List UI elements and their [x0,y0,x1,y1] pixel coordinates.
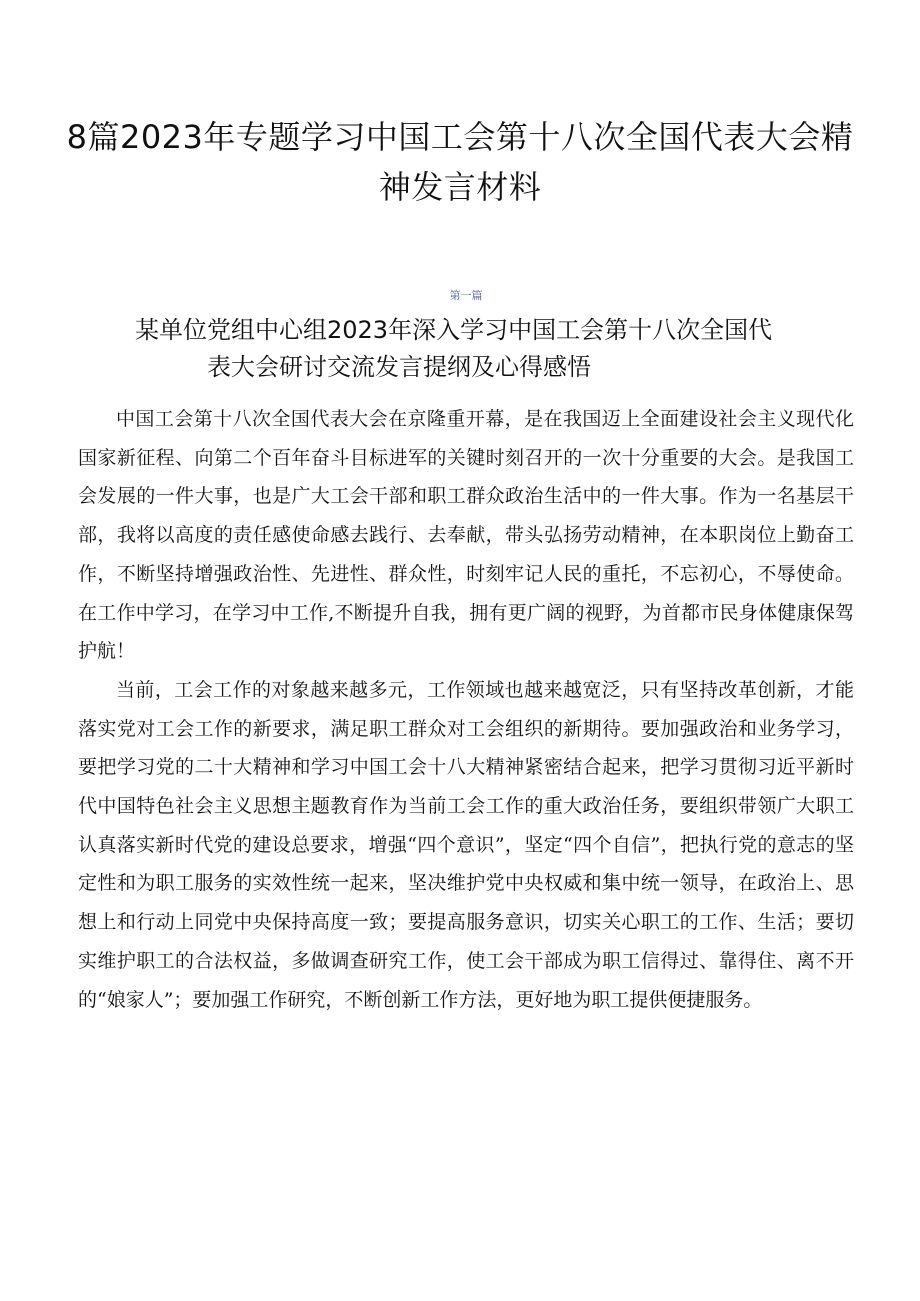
document-title: 8篇2023年专题学习中国工会第十八次全国代表大会精神发言材料 [66,118,854,206]
article-body [78,400,854,1019]
article-title-line-1: 某单位党组中心组2023年深入学习中国工会第十八次全国代 [135,316,773,344]
article-title [135,312,847,386]
paragraph-1: 中国工会第十八次全国代表大会在京隆重开幕，是在我国迈上全面建设社会主义现代化国家新征程、向第二个百年奋斗目标进军的关键时刻召开的一次十分重要的大会。是我国工会发展的一件大事，也是广大工会干部和职工群众政治生活中的一件大事。作为一名基层干部，我将以高度的责任感使命感去践行、去奉献，带头弘扬劳动精神，在本职岗位上勤奋工作，不断坚持增强政治性、先进性、群众性，时刻牢记人民的重托，不忘初心，不辱使命。在工作中学习，在学习中工作,不断提升自我，拥有更广阔的视野，为首都市民身体健康保驾护航！ [78,408,854,663]
article-title-line-2: 表大会研讨交流发言提纲及心得感悟 [207,353,591,381]
section-label: 第一篇 [449,289,483,302]
paragraph-2: 当前，工会工作的对象越来越多元，工作领域也越来越宽泛，只有坚持改革创新，才能落实党对工会工作的新要求，满足职工群众对工会组织的新期待。要加强政治和业务学习，要把学习党的二十大精神和学习中国工会十八大精神紧密结合起来，把学习贯彻习近平新时代中国特色社会主义思想主题教育作为当前工会工作的重大政治任务，要组织带领广大职工认真落实新时代党的建设总要求，增强“四个意识”，坚定“四个自信”，把执行党的意志的坚定性和为职工服务的实效性统一起来，坚决维护党中央权威和集中统一领导，在政治上、思想上和行动上同党中央保持高度一致；要提高服务意识，切实关心职工的工作、生活；要切实维护职工的合法权益，多做调查研究工作，使工会干部成为职工信得过、靠得住、离不开的“娘家人”；要加强工作研究，不断创新工作方法，更好地为职工提供便捷服务。 [78,678,854,1011]
